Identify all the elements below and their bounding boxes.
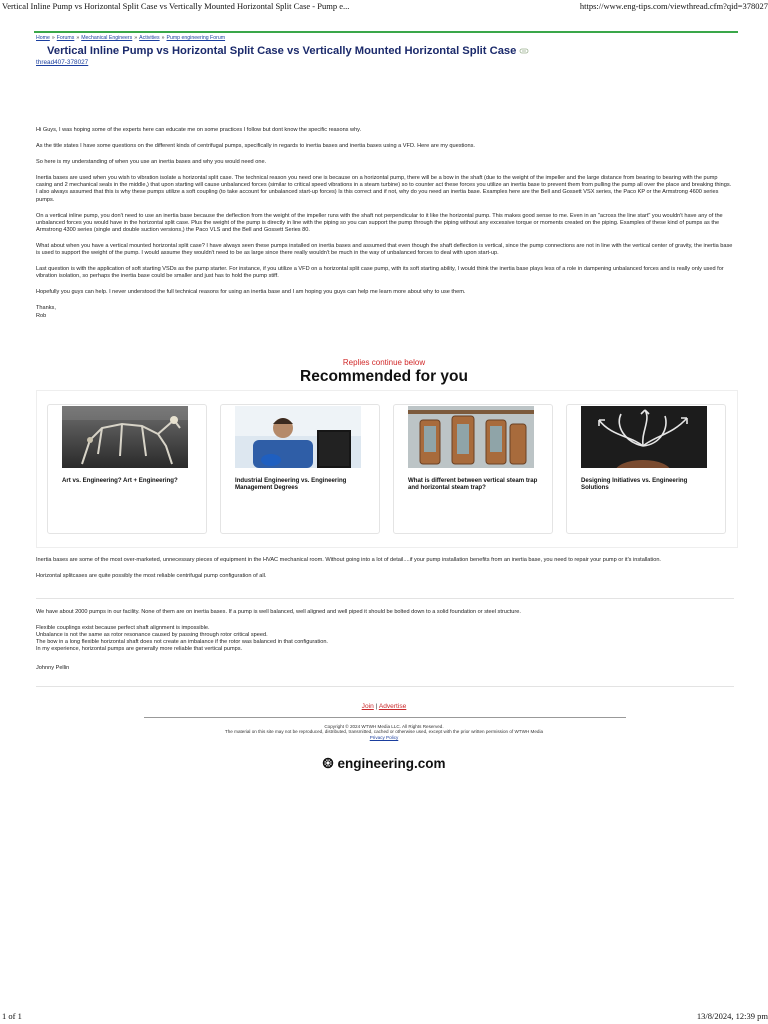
card-caption: What is different between vertical steam trap and horizontal steam trap?: [408, 477, 538, 492]
print-page-number: 1 of 1: [2, 1011, 22, 1021]
recommended-card[interactable]: [220, 404, 380, 534]
brand-logo[interactable]: [0, 756, 768, 771]
privacy-policy-link[interactable]: Privacy Policy: [369, 734, 399, 740]
breadcrumb: [36, 35, 225, 41]
reply-paragraph: Inertia bases are some of the most over-marketed, unnecessary pieces of equipment in the HVAC mechanical room. Without going into a lot of detail....if your pump installation benefits from an inertia base, you need to repair your pump or it's installation.: [36, 557, 661, 563]
reply-author: Johnny Pellin: [36, 665, 70, 672]
print-page-url: https://www.eng-tips.com/viewthread.cfm?qid=378027: [579, 1, 768, 11]
copyright-block: [0, 724, 768, 740]
recommended-card[interactable]: [47, 404, 207, 534]
post-paragraph: Hi Guys, I was hoping some of the experts here can educate me on some practices I follow but dont know the specific reasons why.: [36, 127, 362, 133]
original-post: [36, 127, 734, 320]
breadcrumb-forums[interactable]: Forums: [56, 35, 75, 41]
copyright-notice: The material on this site may not be reproduced, distributed, transmitted, cached or otherwise used, except with the prior written permission of WTWH Media: [224, 729, 544, 735]
reply-divider: [36, 598, 734, 599]
breadcrumb-separator: »: [134, 35, 138, 41]
post-paragraph: Last question is with the application of soft starting VSDs as the pump starter. For instance, if you utilize a VFD on a horizontal split case pump, with its soft starting ability, I would think the inertia base plays less of a role in dampening unbalanced forces and is really only used for vibration isolation, so perhaps the inertia base could be smaller and just has to hold the pump stiff.: [36, 266, 724, 280]
card-caption: Designing Initiatives vs. Engineering Solutions: [581, 477, 688, 492]
post-paragraph: As the title states I have some questions on the different kinds of centrifugal pumps, specifically in regards to inertia bases and inertia bases using a VFD. Here are my questions.: [36, 143, 475, 150]
breadcrumb-activities[interactable]: Activities: [139, 35, 160, 41]
card-caption: Industrial Engineering vs. Engineering Management Degrees: [235, 477, 347, 492]
post-author: Rob: [36, 312, 47, 319]
breadcrumb-separator: »: [51, 35, 55, 41]
footer-divider: [144, 717, 626, 718]
recommended-title: Recommended for you: [300, 368, 468, 385]
post-signature: [36, 305, 734, 319]
post-signoff: Thanks,: [36, 305, 56, 312]
breadcrumb-pump-forum[interactable]: Pump engineering Forum: [166, 35, 226, 41]
reply-line: Flexible couplings exist because perfect shaft alignment is impossible.: [36, 625, 210, 632]
header-divider: [34, 31, 738, 33]
reply-line: In my experience, horizontal pumps are generally more reliable that vertical pumps.: [36, 646, 243, 653]
advertise-link[interactable]: Advertise: [378, 703, 407, 710]
recommended-card[interactable]: [566, 404, 726, 534]
join-link[interactable]: Join: [361, 703, 374, 710]
thread-title: [47, 45, 567, 57]
reply-post: [36, 609, 734, 673]
breadcrumb-separator: »: [161, 35, 165, 41]
card-thumbnail-robot-sculpture: [62, 406, 188, 468]
breadcrumb-home[interactable]: Home: [36, 35, 50, 41]
reply-post: [36, 557, 734, 580]
brand-name: engineering.com: [337, 756, 446, 771]
reply-divider: [36, 686, 734, 687]
card-caption: Art vs. Engineering? Art + Engineering?: [62, 477, 178, 484]
breadcrumb-separator: »: [76, 35, 80, 41]
print-datetime: 13/8/2024, 12:39 pm: [696, 1011, 768, 1021]
replies-continue-note: Replies continue below: [342, 358, 426, 367]
footer-links: [0, 703, 768, 710]
post-paragraph: Inertia bases are used when you wish to vibration isolate a horizontal split case. The technical reason you need one is because on a horizontal pump, there will be a bow in the shaft (due to the weight of the impeller and the large distance from bearing to bearing with the pump casing and 2 mechanical seals in the middle,) that upon starting will cause unbalanced forces (similar to critical speed vibrations in a steam turbine) so to counter act these forces you utilize an inertia base to prevent them from pulling the pump all over the place and breaking things. I also always assumed that this is why these pumps utilize a soft coupling (to take account for unbalanced start-up forces) Is this correct and if not, why do you need an inertia base. Examples here are the Bell and Gossett VSX series, the Paco KP or the Armstrong 4600 series pumps.: [36, 175, 732, 203]
post-paragraph: Hopefully you guys can help. I never understood the full technical reasons for using an inertia base and I am hoping you guys can help me learn more about why to use them.: [36, 289, 466, 296]
card-thumbnail-engineer-laptop: [235, 406, 361, 468]
gear-icon: [322, 757, 334, 769]
post-paragraph: So here is my understanding of when you use an inertia bases and why you would need one.: [36, 159, 267, 166]
thread-id-link[interactable]: thread407-378027: [36, 59, 89, 66]
footer-separator: |: [375, 703, 378, 710]
breadcrumb-mechanical-engineers[interactable]: Mechanical Engineers: [81, 35, 133, 41]
reply-line: Unbalance is not the same as rotor resonance caused by passing through rotor critical speed.: [36, 632, 268, 639]
thread-title-text: Vertical Inline Pump vs Horizontal Split Case vs Vertically Mounted Horizontal Split Case: [47, 45, 517, 57]
recommended-card[interactable]: [393, 404, 553, 534]
post-paragraph: On a vertical inline pump, you don't need to use an inertia base because the deflection from the weight of the impeller runs with the shaft not perpendicular to it like the horizontal pump. This makes good sense to me. Even in an "across the line start" you wouldn't have any of the unbalanced forces you would have in the horizontal split case. Plus the weight of the pump is directly in line with the piping so you can support the pump through the piping without any excessive torque or moments created on the piping. Examples of these kind of pumps as the Armstrong 4300 series (single and double suction versions,) the Paco VLS and the Bell and Gossett Series 80.: [36, 212, 723, 233]
link-icon[interactable]: [519, 48, 529, 54]
post-paragraph: What about when you have a vertical mounted horizontal split case? I have always seen these pumps installed on inertia bases and assumed that even though the shaft deflection is vertical, since the pump connections are not in line with the vertical center of gravity, the inertia base is used to support the weight of the pump. I would assume they wouldn't need to be as large since there really wouldn't be much in the way of unbalanced forces to deal with upon start-up.: [36, 242, 733, 257]
card-thumbnail-steam-traps: [408, 406, 534, 468]
reply-paragraph: Horizontal splitcases are quite possibly the most reliable centrifugal pump configuration of all.: [36, 573, 267, 580]
card-thumbnail-arrows-head: [581, 406, 707, 468]
print-footer: [0, 1010, 768, 1024]
reply-paragraph: We have about 2000 pumps in our facility. None of them are on inertia bases. If a pump is well balanced, well aligned and well piped it should be bolted down to a solid foundation or steel structure.: [36, 609, 521, 615]
print-header: [0, 0, 768, 12]
print-page-title: Vertical Inline Pump vs Horizontal Split Case vs Vertically Mounted Horizontal Split Case - Pump e...: [2, 1, 350, 11]
reply-line: The bow in a long flexible horizontal shaft does not create an imbalance if the rotor was balanced in that configuration.: [36, 639, 328, 646]
copyright-text: Copyright © 2024 WTWH Media LLC. All Rights Reserved.: [324, 724, 444, 729]
